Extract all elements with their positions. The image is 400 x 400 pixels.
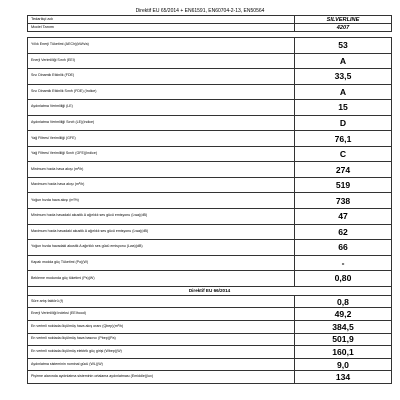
row-label: Yoğun hızda hava akışı (m³/h) bbox=[28, 193, 295, 209]
row-label: Maximum hızda havadaki akustik A ağırlıklı ses gücü emisyonu (Lwa)(dB) bbox=[28, 224, 295, 240]
row-value: C bbox=[295, 146, 392, 162]
table-row bbox=[28, 115, 392, 131]
row-label: Minimum hızda havadaki akustik A ağırlıklı ses gücü emisyonu (Lwa)(dB) bbox=[28, 209, 295, 225]
directive-title: Direktif EU 65/2014 + EN61591, EN60704-2-13, EN50564 bbox=[135, 8, 265, 14]
table-row bbox=[28, 162, 392, 178]
row-label: Bekleme modunda güç tüketimi (Ps)(W) bbox=[28, 271, 295, 287]
row-value: 9,0 bbox=[295, 358, 392, 371]
row-label: Yoğun hızda havadaki akustik A ağırlıklı ses gücü emisyonu (Lwa)(dB) bbox=[28, 240, 295, 256]
row-value: 134 bbox=[295, 371, 392, 384]
table-row bbox=[28, 177, 392, 193]
row-label: En verimli noktada ölçülmüş elektrik güç girişi (Wbep)(W) bbox=[28, 346, 295, 359]
table-row-brand bbox=[28, 16, 392, 24]
row-label: Enerji Verimliliği Indeksi (EEIhood) bbox=[28, 308, 295, 321]
row-value: 738 bbox=[295, 193, 392, 209]
row-value: 501,9 bbox=[295, 333, 392, 346]
table-row bbox=[28, 240, 392, 256]
row-value: 519 bbox=[295, 177, 392, 193]
table-row bbox=[28, 84, 392, 100]
row-label: Minimum hızda hava akışı (m³/h) bbox=[28, 162, 295, 178]
section-header-row bbox=[28, 286, 392, 295]
table-row bbox=[28, 69, 392, 85]
row-value: 76,1 bbox=[295, 131, 392, 147]
table-row bbox=[28, 333, 392, 346]
table-row bbox=[28, 346, 392, 359]
table-row bbox=[28, 255, 392, 271]
row-label: Yağ Filtresi Verimliliği (GFE) bbox=[28, 131, 295, 147]
product-fiche-table bbox=[27, 15, 392, 384]
table-row bbox=[28, 308, 392, 321]
row-label: Yağ Filtresi Verimliliği Sınıfı (GFE)(Indice) bbox=[28, 146, 295, 162]
row-value: 15 bbox=[295, 100, 392, 116]
row-value: A bbox=[295, 84, 392, 100]
row-value: 53 bbox=[295, 38, 392, 54]
row-label: En verimli noktada ölçülmüş hava akış oranı (Qbep)(m³/h) bbox=[28, 320, 295, 333]
table-row bbox=[28, 53, 392, 69]
row-value: 66 bbox=[295, 240, 392, 256]
model-value: 4207 bbox=[295, 24, 392, 32]
row-label: Aydınlatma Verimliliği (LE) bbox=[28, 100, 295, 116]
row-value: 274 bbox=[295, 162, 392, 178]
row-label: Enerji Verimliliği Sınıfı (EEI) bbox=[28, 53, 295, 69]
table-row bbox=[28, 146, 392, 162]
brand-value: SILVERLINE bbox=[295, 16, 392, 24]
row-value: 49,2 bbox=[295, 308, 392, 321]
row-label: Kapalı modda güç Tüketimi (Po)(W) bbox=[28, 255, 295, 271]
row-label: Pişirme alanında aydınlatma sisteminin ortalama aydınlatması (Emiddle)(lux) bbox=[28, 371, 295, 384]
row-value: 384,5 bbox=[295, 320, 392, 333]
row-value: 62 bbox=[295, 224, 392, 240]
row-label: Aydınlatma sisteminin nominal gücü (WL)(W) bbox=[28, 358, 295, 371]
table-row bbox=[28, 209, 392, 225]
table-row bbox=[28, 371, 392, 384]
row-label: Maximum hızda hava akışı (m³/h) bbox=[28, 177, 295, 193]
product-fiche-page bbox=[10, 7, 390, 396]
row-value: 47 bbox=[295, 209, 392, 225]
row-label: Aydınlatma Verimliliği Sınıfı (LE)(Indice) bbox=[28, 115, 295, 131]
row-label: Sıvı Dinamik Etkinlik (FDE) bbox=[28, 69, 295, 85]
row-value: - bbox=[295, 255, 392, 271]
table-row bbox=[28, 193, 392, 209]
table-row bbox=[28, 295, 392, 308]
row-label: Yıllık Enerji Tüketimi (AECh)(kWh/a) bbox=[28, 38, 295, 54]
table-row bbox=[28, 271, 392, 287]
table-row-model bbox=[28, 24, 392, 32]
section-title: Direktif EU 66/2014 bbox=[28, 286, 392, 295]
row-value: 160,1 bbox=[295, 346, 392, 359]
row-value: A bbox=[295, 53, 392, 69]
row-value: 0,80 bbox=[295, 271, 392, 287]
table-row bbox=[28, 131, 392, 147]
table-row bbox=[28, 38, 392, 54]
row-label: Sıvı Dinamik Etkinlik Sınıfı (FDE) (Indice) bbox=[28, 84, 295, 100]
table-row bbox=[28, 224, 392, 240]
table-row bbox=[28, 100, 392, 116]
model-label: Model Tanımı bbox=[28, 24, 295, 32]
row-label: Süre artış faktörü (f) bbox=[28, 295, 295, 308]
row-value: 33,5 bbox=[295, 69, 392, 85]
row-value: 0,8 bbox=[295, 295, 392, 308]
table-row bbox=[28, 358, 392, 371]
table-row bbox=[28, 320, 392, 333]
row-value: D bbox=[295, 115, 392, 131]
brand-label: Tedarikçi adı bbox=[28, 16, 295, 24]
row-label: En verimli noktada ölçülmüş hava basıncı (Pbep)(Pa) bbox=[28, 333, 295, 346]
